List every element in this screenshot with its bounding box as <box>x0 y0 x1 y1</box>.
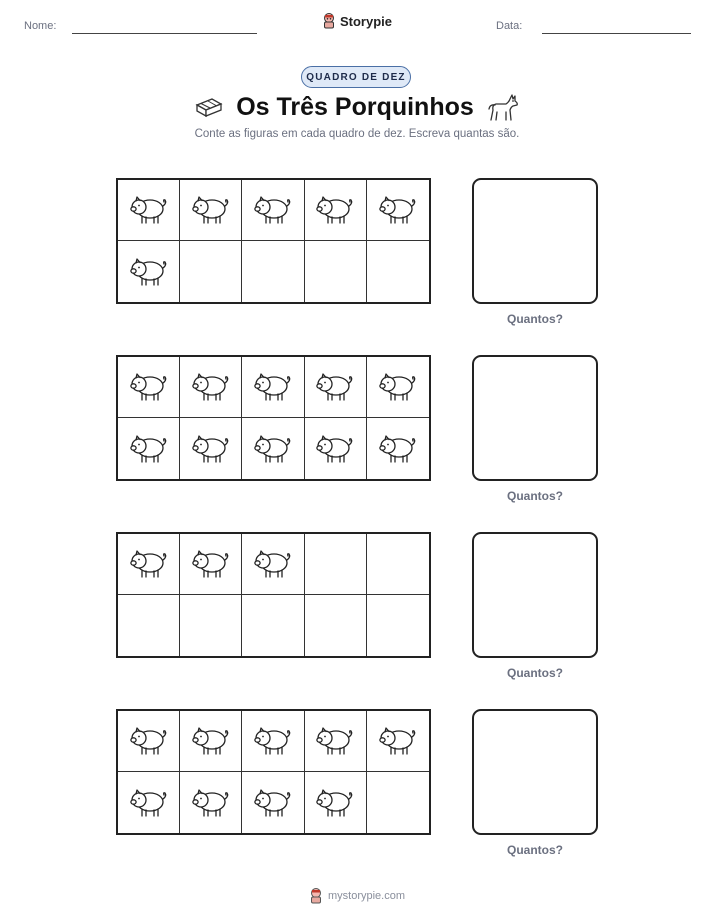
ten-frame-1 <box>116 178 431 304</box>
pig-icon <box>314 785 356 821</box>
pig-icon <box>377 431 419 467</box>
ten-frame-cell <box>305 595 367 656</box>
pig-icon <box>128 723 170 759</box>
pig-icon <box>190 785 232 821</box>
pig-icon <box>314 369 356 405</box>
ten-frame-3 <box>116 532 431 658</box>
date-label: Data: <box>496 20 523 32</box>
ten-frame-cell <box>118 534 180 595</box>
page-title: Os Três Porquinhos <box>236 92 474 121</box>
storypie-logo-icon <box>309 888 323 904</box>
ten-frame-cell <box>242 534 304 595</box>
pig-icon <box>377 723 419 759</box>
ten-frame-cell <box>180 772 242 833</box>
answer-box-1[interactable] <box>472 178 598 304</box>
ten-frame-cell <box>180 418 242 479</box>
brand-name: Storypie <box>339 13 392 29</box>
ten-frame-cell <box>180 595 242 656</box>
pig-icon <box>190 546 232 582</box>
ten-frame-cell <box>180 357 242 418</box>
ten-frame-cell <box>242 241 304 302</box>
ten-frame-cell <box>180 241 242 302</box>
pig-icon <box>128 254 170 290</box>
brand <box>0 13 714 29</box>
ten-frame-cell <box>305 772 367 833</box>
ten-frame-cell <box>305 534 367 595</box>
footer <box>0 888 714 904</box>
date-line <box>542 33 691 34</box>
ten-frame-cell <box>367 772 429 833</box>
pig-icon <box>128 785 170 821</box>
ten-frame-cell <box>367 418 429 479</box>
ten-frame-cell <box>367 711 429 772</box>
ten-frame-cell <box>305 418 367 479</box>
ten-frame-cell <box>367 241 429 302</box>
pig-icon <box>252 546 294 582</box>
answer-box-4[interactable] <box>472 709 598 835</box>
ten-frame-2 <box>116 355 431 481</box>
ten-frame-cell <box>118 357 180 418</box>
pig-icon <box>377 192 419 228</box>
ten-frame-cell <box>118 241 180 302</box>
ten-frame-cell <box>242 772 304 833</box>
name-line <box>72 33 257 34</box>
ten-frame-cell <box>118 595 180 656</box>
pig-icon <box>314 192 356 228</box>
footer-url: mystorypie.com <box>327 890 406 902</box>
answer-label-1: Quantos? <box>507 312 563 326</box>
ten-frame-cell <box>305 357 367 418</box>
ten-frame-cell <box>242 595 304 656</box>
pig-icon <box>128 546 170 582</box>
ten-frame-4 <box>116 709 431 835</box>
worksheet-type-badge: QUADRO DE DEZ <box>301 66 411 88</box>
ten-frame-cell <box>305 241 367 302</box>
ten-frame-cell <box>367 534 429 595</box>
pig-icon <box>252 785 294 821</box>
ten-frame-cell <box>118 418 180 479</box>
ten-frame-cell <box>180 534 242 595</box>
ten-frame-cell <box>242 357 304 418</box>
ten-frame-cell <box>305 711 367 772</box>
ten-frame-cell <box>118 772 180 833</box>
answer-box-2[interactable] <box>472 355 598 481</box>
pig-icon <box>314 431 356 467</box>
wolf-icon <box>486 90 520 124</box>
ten-frame-cell <box>180 180 242 241</box>
pig-icon <box>128 431 170 467</box>
ten-frame-cell <box>367 357 429 418</box>
pig-icon <box>128 369 170 405</box>
name-label: Nome: <box>24 20 57 32</box>
ten-frame-cell <box>367 180 429 241</box>
brick-icon <box>194 95 224 119</box>
pig-icon <box>252 369 294 405</box>
ten-frame-cell <box>242 418 304 479</box>
instructions: Conte as figuras em cada quadro de dez. Escreva quantas são. <box>194 128 520 140</box>
pig-icon <box>377 369 419 405</box>
pig-icon <box>252 431 294 467</box>
answer-box-3[interactable] <box>472 532 598 658</box>
pig-icon <box>190 723 232 759</box>
ten-frame-cell <box>180 711 242 772</box>
ten-frame-cell <box>367 595 429 656</box>
pig-icon <box>128 192 170 228</box>
answer-label-2: Quantos? <box>507 489 563 503</box>
pig-icon <box>190 369 232 405</box>
pig-icon <box>252 192 294 228</box>
ten-frame-cell <box>305 180 367 241</box>
answer-label-3: Quantos? <box>507 666 563 680</box>
ten-frame-cell <box>118 180 180 241</box>
answer-label-4: Quantos? <box>507 843 563 857</box>
storypie-logo-icon <box>322 13 336 29</box>
pig-icon <box>314 723 356 759</box>
ten-frame-cell <box>118 711 180 772</box>
pig-icon <box>190 431 232 467</box>
title-row <box>0 90 714 124</box>
ten-frame-cell <box>242 180 304 241</box>
ten-frame-cell <box>242 711 304 772</box>
pig-icon <box>252 723 294 759</box>
pig-icon <box>190 192 232 228</box>
